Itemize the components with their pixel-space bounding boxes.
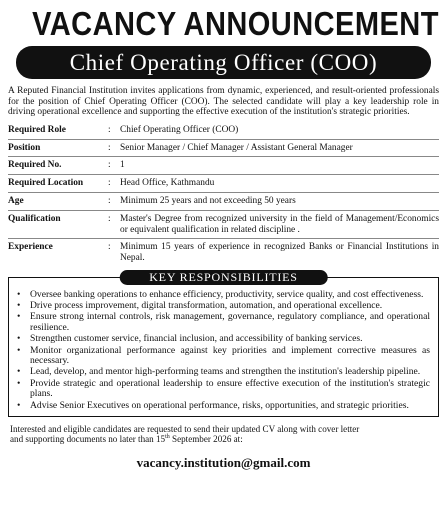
bullet-icon: • bbox=[17, 399, 21, 411]
list-item bbox=[17, 290, 430, 301]
requirement-label: Required No. bbox=[8, 160, 62, 171]
requirement-label: Qualification bbox=[8, 213, 61, 224]
vacancy-announcement bbox=[0, 4, 447, 530]
requirement-separator: : bbox=[108, 142, 111, 153]
closing-line: Interested and eligible candidates are requested to send their updated CV along with cover letter bbox=[10, 423, 360, 434]
list-item-text: Lead, develop, and mentor high-performing teams and strengthen the institution's leadership pipeline. bbox=[30, 366, 421, 378]
list-item-text: Oversee banking operations to enhance efficiency, productivity, service quality, and cost effectiveness. bbox=[30, 288, 424, 300]
requirement-row bbox=[8, 156, 439, 174]
list-item bbox=[17, 346, 430, 368]
closing-line-deadline bbox=[10, 434, 437, 445]
bullet-icon: • bbox=[17, 288, 21, 300]
list-item-text: Monitor organizational performance against key priorities and implement corrective measures as necessary. bbox=[30, 344, 430, 367]
requirement-separator: : bbox=[108, 178, 111, 189]
list-item bbox=[17, 401, 430, 412]
requirement-label: Position bbox=[8, 142, 41, 153]
requirement-value: Head Office, Kathmandu bbox=[120, 178, 215, 189]
responsibilities-list bbox=[17, 290, 430, 412]
contact-email: vacancy.institution@gmail.com bbox=[136, 455, 311, 471]
requirement-label: Age bbox=[8, 195, 24, 206]
requirement-value: Senior Manager / Chief Manager / Assistant General Manager bbox=[120, 142, 353, 153]
list-item-text: Ensure strong internal controls, risk management, governance, regulatory compliance, and operational resilience. bbox=[30, 311, 430, 334]
requirement-value: 1 bbox=[120, 160, 125, 171]
deadline-ordinal: th bbox=[165, 434, 170, 441]
bullet-icon: • bbox=[17, 366, 21, 378]
closing-paragraph bbox=[10, 424, 437, 445]
position-title-banner: Chief Operating Officer (COO) bbox=[16, 46, 431, 79]
responsibilities-box bbox=[8, 269, 439, 417]
requirement-separator: : bbox=[108, 160, 111, 171]
requirement-row bbox=[8, 238, 439, 267]
requirement-label: Experience bbox=[8, 242, 53, 253]
bullet-icon: • bbox=[17, 333, 21, 345]
requirement-value: Chief Operating Officer (COO) bbox=[120, 124, 239, 135]
requirement-row bbox=[8, 174, 439, 192]
requirements-table bbox=[8, 122, 439, 267]
requirement-separator: : bbox=[108, 195, 111, 206]
deadline-suffix: September 2026 at: bbox=[169, 434, 243, 445]
list-item-text: Provide strategic and operational leadership to ensure effective execution of the institution's strategic plans. bbox=[30, 377, 430, 400]
list-item bbox=[17, 334, 430, 345]
requirement-row bbox=[8, 192, 439, 210]
headline: VACANCY ANNOUNCEMENT bbox=[32, 5, 439, 42]
list-item-text: Drive process improvement, digital transformation, automation, and operational excellence. bbox=[30, 300, 383, 312]
requirement-row bbox=[8, 122, 439, 139]
requirement-separator: : bbox=[108, 213, 111, 224]
list-item bbox=[17, 312, 430, 334]
requirement-label: Required Role bbox=[8, 124, 66, 135]
bullet-icon: • bbox=[17, 377, 21, 389]
list-item bbox=[17, 301, 430, 312]
bullet-icon: • bbox=[17, 311, 21, 323]
bullet-icon: • bbox=[17, 344, 21, 356]
deadline-prefix: and supporting documents no later than 15 bbox=[10, 434, 166, 445]
requirement-label: Required Location bbox=[8, 178, 84, 189]
list-item-text: Strengthen customer service, financial inclusion, and accessibility of banking services. bbox=[30, 333, 363, 345]
requirement-row bbox=[8, 139, 439, 157]
requirement-value: Master's Degree from recognized university in the field of Management/Economics or equivalent qualification in related discipline . bbox=[120, 213, 439, 235]
bullet-icon: • bbox=[17, 300, 21, 312]
requirement-separator: : bbox=[108, 242, 111, 253]
requirement-row bbox=[8, 210, 439, 239]
responsibilities-heading: KEY RESPONSIBILITIES bbox=[119, 270, 328, 285]
list-item bbox=[17, 379, 430, 401]
requirement-separator: : bbox=[108, 124, 111, 135]
list-item bbox=[17, 367, 430, 378]
requirement-value: Minimum 25 years and not exceeding 50 years bbox=[120, 195, 296, 206]
list-item-text: Advise Senior Executives on operational performance, risks, opportunities, and strategic priorities. bbox=[30, 399, 409, 411]
intro-paragraph: A Reputed Financial Institution invites applications from dynamic, experienced, and result-oriented professionals for the position of Chief Operating Officer (COO). The selected candidate will play a key leadership role in driving operational excellence and supporting the effective execution of the institution's strategic priorities. bbox=[8, 86, 439, 118]
requirement-value: Minimum 15 years of experience in recognized Banks or Financial Institutions in Nepal. bbox=[120, 242, 439, 264]
